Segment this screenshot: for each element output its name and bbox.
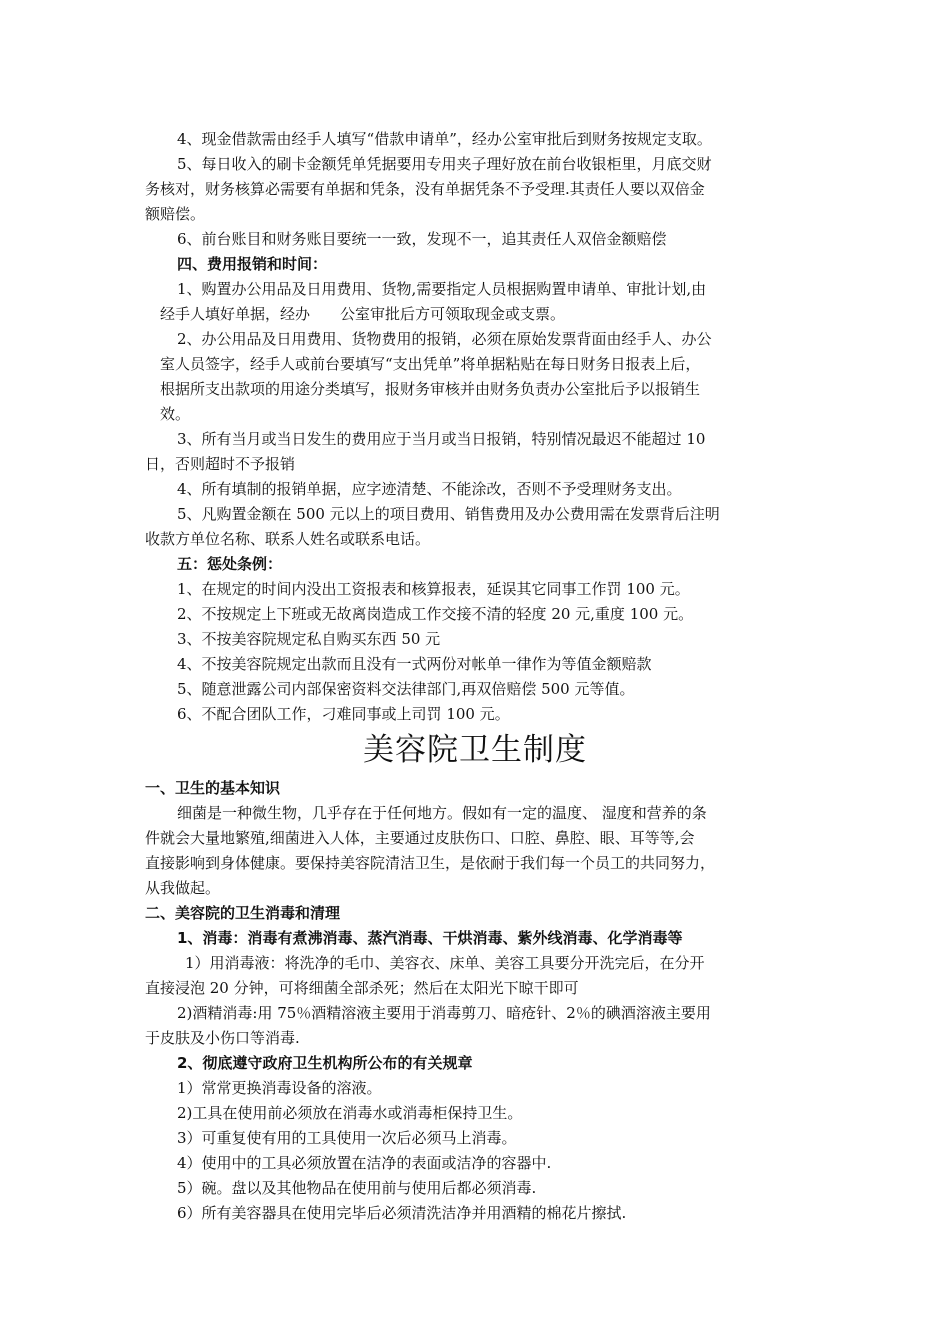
text-line: 1）用消毒液：将洗净的毛巾、美容衣、床单、美容工具要分开洗完后，在分开 — [185, 954, 705, 972]
text-line: 收款方单位名称、联系人姓名或联系电话。 — [145, 530, 431, 548]
section-heading: 一、卫生的基本知识 — [145, 779, 281, 797]
text-line: 直接浸泡 20 分钟，可将细菌全部杀死；然后在太阳光下晾干即可 — [145, 979, 579, 997]
text-line: 2、不按规定上下班或无故离岗造成工作交接不清的轻度 20 元,重度 100 元。 — [177, 605, 694, 623]
text-line: 5、每日收入的刷卡金额凭单凭据要用专用夹子理好放在前台收银柜里，月底交财 — [177, 155, 712, 173]
text-line: 细菌是一种微生物，几乎存在于任何地方。假如有一定的温度、 湿度和营养的条 — [177, 804, 707, 822]
text-line: 室人员签字，经手人或前台要填写“支出凭单”将单据粘贴在每日财务日报表上后， — [160, 355, 701, 373]
text-line: 6、前台账目和财务账目要统一一致，发现不一，追其责任人双倍金额赔偿 — [177, 230, 667, 248]
text-line: 6、不配合团队工作，刁难同事或上司罚 100 元。 — [177, 705, 510, 723]
text-line: 根据所支出款项的用途分类填写，报财务审核并由财务负责办公室批后予以报销生 — [160, 380, 701, 398]
text-line: 直接影响到身体健康。要保持美容院清洁卫生，是依耐于我们每一个员工的共同努力， — [145, 854, 716, 872]
text-line: 5、随意泄露公司内部保密资料交法律部门,再双倍赔偿 500 元等值。 — [177, 680, 635, 698]
text-line: 于皮肤及小伤口等消毒. — [145, 1029, 300, 1047]
text-line: 6）所有美容器具在使用完毕后必须清洗洁净并用酒精的棉花片擦拭. — [177, 1204, 627, 1222]
text-line: 1）常常更换消毒设备的溶液。 — [177, 1079, 382, 1097]
text-line: 从我做起。 — [145, 879, 221, 897]
page-title: 美容院卫生制度 — [363, 732, 587, 768]
text-line: 3）可重复使有用的工具使用一次后必须马上消毒。 — [177, 1129, 517, 1147]
text-line: 3、不按美容院规定私自购买东西 50 元 — [177, 630, 441, 648]
text-line: 5、凡购置金额在 500 元以上的项目费用、销售费用及办公费用需在发票背后注明 — [177, 505, 720, 523]
text-line: 4、现金借款需由经手人填写“借款申请单”，经办公室审批后到财务按规定支取。 — [177, 130, 712, 148]
text-line: 额赔偿。 — [145, 205, 206, 223]
text-line: 1、在规定的时间内没出工资报表和核算报表，延误其它同事工作罚 100 元。 — [177, 580, 690, 598]
text-line: 1、购置办公用品及日用费用、货物,需要指定人员根据购置申请单、审批计划,由 — [177, 280, 707, 298]
subsection-heading: 2、彻底遵守政府卫生机构所公布的有关规章 — [177, 1054, 473, 1072]
section-heading: 四、费用报销和时间： — [177, 255, 328, 273]
text-line: 4、所有填制的报销单据，应字迹清楚、不能涂改，否则不予受理财务支出。 — [177, 480, 682, 498]
text-line: 经手人填好单据，经办 公室审批后方可领取现金或支票。 — [160, 305, 566, 323]
text-line: 务核对，财务核算必需要有单据和凭条，没有单据凭条不予受理.其责任人要以双倍金 — [145, 180, 705, 198]
text-line: 2)工具在使用前必须放在消毒水或消毒柜保持卫生。 — [177, 1104, 523, 1122]
text-line: 2)酒精消毒:用 75％酒精溶液主要用于消毒剪刀、暗疮针、2％的碘酒溶液主要用 — [177, 1004, 711, 1022]
text-line: 件就会大量地繁殖,细菌进入人体，主要通过皮肤伤口、口腔、鼻腔、眼、耳等等,会 — [145, 829, 695, 847]
section-heading: 二、美容院的卫生消毒和清理 — [145, 904, 341, 922]
subsection-heading: 1、消毒：消毒有煮沸消毒、蒸汽消毒、干烘消毒、紫外线消毒、化学消毒等 — [177, 929, 683, 947]
text-line: 4、不按美容院规定出款而且没有一式两份对帐单一律作为等值金额赔款 — [177, 655, 652, 673]
section-heading: 五：惩处条例： — [177, 555, 283, 573]
text-line: 2、办公用品及日用费用、货物费用的报销，必须在原始发票背面由经手人、办公 — [177, 330, 712, 348]
text-line: 日，否则超时不予报销 — [145, 455, 296, 473]
text-line: 4）使用中的工具必须放置在洁净的表面或洁净的容器中. — [177, 1154, 552, 1172]
text-line: 5）碗。盘以及其他物品在使用前与使用后都必须消毒. — [177, 1179, 537, 1197]
text-line: 效。 — [160, 405, 191, 423]
text-line: 3、所有当月或当日发生的费用应于当月或当日报销，特别情况最迟不能超过 10 — [177, 430, 706, 448]
